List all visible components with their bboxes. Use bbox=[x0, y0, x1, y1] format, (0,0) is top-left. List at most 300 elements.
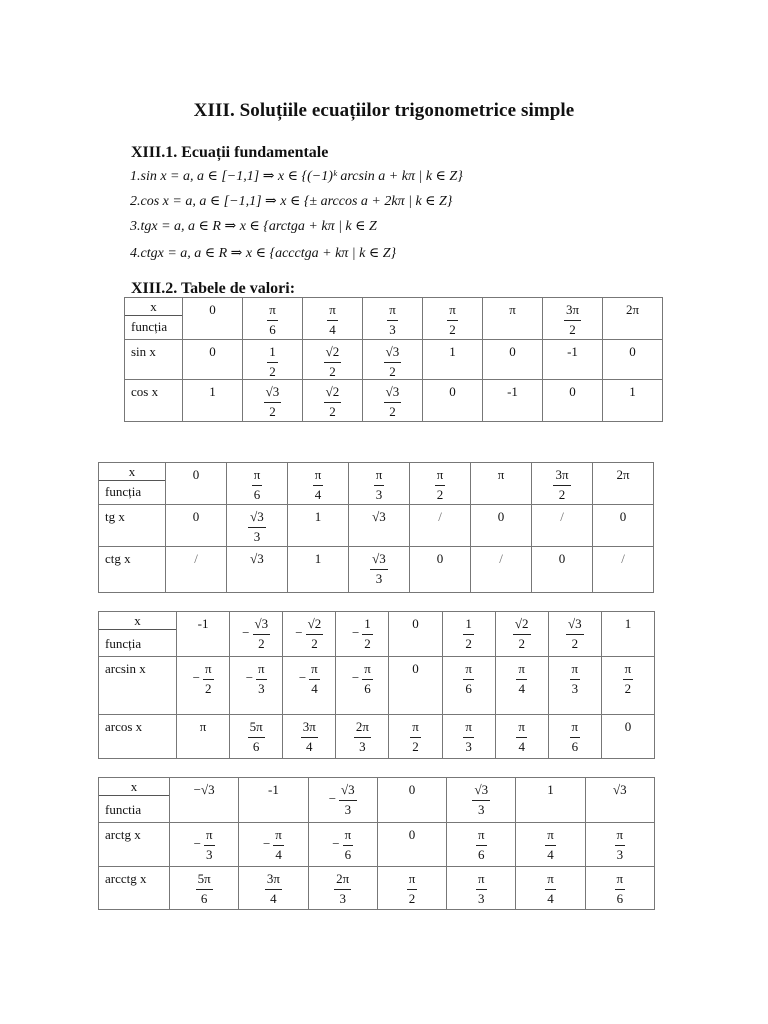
fraction bbox=[545, 828, 556, 861]
fraction bbox=[553, 468, 570, 501]
cell-value bbox=[378, 867, 446, 905]
row-label: sin x bbox=[131, 344, 156, 359]
cell-value bbox=[549, 715, 601, 753]
cell-text: 0 bbox=[408, 827, 416, 842]
cell-text: π bbox=[509, 302, 516, 317]
fraction bbox=[324, 385, 342, 418]
cell-value bbox=[288, 505, 348, 523]
table-cell bbox=[227, 505, 288, 547]
cell-value bbox=[177, 657, 229, 695]
cell-value bbox=[230, 612, 282, 650]
table-row bbox=[99, 867, 655, 910]
cell-value bbox=[239, 778, 307, 796]
fraction-denominator: 4 bbox=[329, 321, 336, 337]
fraction bbox=[267, 303, 278, 336]
fraction-denominator: 3 bbox=[571, 680, 579, 696]
cell-text: 0 bbox=[412, 616, 419, 631]
cell-text: 1 bbox=[209, 384, 216, 399]
table-cell bbox=[585, 823, 654, 867]
column-header-cell bbox=[243, 298, 303, 340]
table-cell bbox=[349, 505, 410, 547]
header-x-label: x bbox=[134, 613, 141, 628]
column-header-cell bbox=[183, 298, 243, 340]
cell-value bbox=[363, 340, 422, 378]
table-cell bbox=[239, 867, 308, 910]
fraction bbox=[463, 617, 474, 650]
cell-value bbox=[543, 340, 602, 358]
fraction bbox=[564, 303, 581, 336]
fraction-denominator: 6 bbox=[252, 738, 260, 754]
column-header-cell bbox=[363, 298, 423, 340]
table-cell bbox=[183, 340, 243, 380]
column-header-cell bbox=[377, 778, 446, 823]
fraction-denominator: 3 bbox=[465, 738, 472, 754]
cell-text: 0 bbox=[558, 551, 566, 566]
fraction-denominator: 4 bbox=[547, 846, 554, 862]
table-cell bbox=[585, 867, 654, 910]
fraction-bar bbox=[564, 320, 581, 321]
table-cell bbox=[227, 547, 288, 593]
fraction-numerator: π bbox=[258, 661, 265, 676]
fraction bbox=[410, 720, 421, 753]
fraction bbox=[301, 720, 318, 753]
fraction-numerator: √2 bbox=[307, 616, 322, 631]
fraction bbox=[248, 510, 266, 543]
table-header-row bbox=[125, 298, 663, 340]
cell-text: 2π bbox=[625, 302, 640, 317]
cell-value bbox=[227, 505, 287, 543]
row-label-cell bbox=[99, 867, 170, 910]
fraction bbox=[516, 720, 527, 753]
cell-value bbox=[389, 612, 441, 630]
fraction-numerator: 5π bbox=[197, 871, 211, 886]
fraction-bar bbox=[256, 679, 267, 680]
cell-value bbox=[177, 612, 229, 630]
table-cell bbox=[283, 715, 336, 759]
fraction bbox=[253, 617, 271, 650]
table-cell bbox=[442, 657, 495, 715]
fraction-bar bbox=[334, 889, 351, 890]
fraction-numerator: √3 bbox=[568, 616, 582, 631]
fraction-numerator: 1 bbox=[269, 344, 276, 359]
cell-text: 1 bbox=[547, 782, 554, 797]
table-cell bbox=[603, 380, 663, 422]
cell-value bbox=[532, 547, 592, 565]
cell-value bbox=[389, 657, 441, 675]
fraction-numerator: √2 bbox=[514, 616, 529, 631]
cell-text: 0 bbox=[619, 509, 627, 524]
cell-value bbox=[227, 463, 287, 501]
fraction bbox=[354, 720, 371, 753]
table-cell bbox=[483, 340, 543, 380]
fraction-denominator: 4 bbox=[270, 890, 277, 906]
fraction-bar bbox=[463, 679, 474, 680]
fraction bbox=[203, 662, 214, 695]
fraction-bar bbox=[267, 320, 278, 321]
table-cell bbox=[410, 547, 471, 593]
cell-value bbox=[243, 340, 302, 378]
fraction-numerator: π bbox=[518, 661, 525, 676]
fraction-bar bbox=[252, 485, 263, 486]
fraction bbox=[273, 828, 284, 861]
fraction-denominator: 2 bbox=[258, 635, 265, 651]
cell-value bbox=[410, 547, 470, 565]
minus-sign: − bbox=[332, 835, 340, 851]
cell-value bbox=[586, 867, 654, 905]
table-cell bbox=[389, 715, 442, 759]
row-label: arctg x bbox=[105, 827, 141, 842]
fraction-bar bbox=[476, 845, 487, 846]
cell-value bbox=[243, 380, 302, 418]
fraction bbox=[570, 662, 581, 695]
fraction-denominator: 3 bbox=[253, 528, 261, 544]
cell-value bbox=[603, 380, 662, 398]
minus-sign: − bbox=[262, 835, 271, 851]
table-row bbox=[99, 547, 654, 593]
table-cell bbox=[593, 505, 654, 547]
fraction-bar bbox=[384, 402, 402, 403]
fraction-numerator: √3 bbox=[385, 344, 400, 359]
table-cell bbox=[471, 505, 532, 547]
cell-value bbox=[166, 547, 226, 565]
column-header-cell bbox=[442, 612, 495, 657]
header-x-label: x bbox=[130, 779, 138, 794]
fraction-bar bbox=[407, 889, 418, 890]
equation-4: 4.ctgx = a, a ∈ R ⇒ x ∈ {accctga + kπ | k ∈ Z} bbox=[130, 246, 397, 261]
fraction-denominator: 2 bbox=[408, 890, 416, 906]
table-tg-ctg bbox=[98, 462, 654, 593]
fraction-denominator: 4 bbox=[306, 738, 313, 754]
fraction-denominator: 2 bbox=[311, 635, 318, 651]
cell-value bbox=[471, 547, 531, 565]
cell-value bbox=[183, 380, 242, 398]
fraction-bar bbox=[570, 679, 581, 680]
fraction bbox=[264, 385, 282, 418]
minus-sign: − bbox=[193, 835, 202, 851]
cell-value bbox=[593, 547, 653, 565]
table-cell bbox=[363, 340, 423, 380]
fraction-bar bbox=[273, 845, 284, 846]
fraction bbox=[476, 872, 487, 905]
fraction bbox=[267, 345, 278, 378]
fraction bbox=[476, 828, 487, 861]
fraction-numerator: π bbox=[329, 302, 336, 317]
fraction-numerator: 2π bbox=[355, 719, 369, 734]
cell-text: 1 bbox=[624, 616, 632, 631]
cell-value bbox=[303, 298, 362, 336]
fraction-denominator: 6 bbox=[616, 890, 624, 906]
fraction-bar bbox=[463, 737, 474, 738]
column-header-cell bbox=[166, 463, 227, 505]
table-cell bbox=[170, 823, 239, 867]
table-cell bbox=[543, 380, 603, 422]
fraction bbox=[615, 828, 626, 861]
cell-value bbox=[516, 778, 584, 796]
fraction bbox=[196, 872, 213, 905]
cell-value bbox=[410, 505, 470, 523]
table-cell bbox=[349, 547, 410, 593]
cell-value bbox=[336, 715, 388, 753]
cell-value bbox=[309, 867, 377, 905]
cell-text: 1 bbox=[629, 384, 636, 399]
fraction-bar bbox=[516, 737, 527, 738]
cell-value bbox=[336, 657, 388, 695]
cell-text: / bbox=[194, 551, 198, 566]
table-cell bbox=[601, 715, 654, 759]
table-cell bbox=[593, 547, 654, 593]
column-header-cell bbox=[308, 778, 377, 823]
fraction-numerator: π bbox=[275, 827, 282, 842]
cell-value bbox=[543, 298, 602, 336]
fraction-bar bbox=[615, 845, 626, 846]
fraction-numerator: π bbox=[616, 871, 624, 886]
table-cell bbox=[377, 823, 446, 867]
cell-value bbox=[447, 778, 515, 816]
column-header-cell bbox=[603, 298, 663, 340]
table-cell bbox=[442, 715, 495, 759]
cell-text: 0 bbox=[497, 509, 505, 524]
cell-value bbox=[349, 505, 409, 523]
equation-1: 1.sin x = a, a ∈ [−1,1] ⇒ x ∈ {(−1)ᵏ arcsin a + kπ | k ∈ Z} bbox=[130, 169, 463, 184]
column-header-cell bbox=[303, 298, 363, 340]
fraction-bar bbox=[265, 889, 282, 890]
table-cell bbox=[603, 340, 663, 380]
fraction-denominator: 4 bbox=[518, 738, 525, 754]
fraction-numerator: π bbox=[389, 302, 396, 317]
fraction-denominator: 6 bbox=[269, 321, 276, 337]
cell-text: 0 bbox=[192, 509, 200, 524]
fraction-numerator: π bbox=[624, 661, 632, 676]
table-cell bbox=[548, 657, 601, 715]
fraction-denominator: 6 bbox=[465, 680, 472, 696]
fraction-numerator: π bbox=[412, 719, 419, 734]
fraction-numerator: π bbox=[465, 719, 472, 734]
fraction-bar bbox=[545, 889, 556, 890]
header-corner-cell bbox=[99, 778, 170, 823]
fraction-numerator: 2π bbox=[336, 871, 350, 886]
table-cell bbox=[483, 380, 543, 422]
fraction-numerator: √3 bbox=[250, 509, 264, 524]
table-cell bbox=[243, 380, 303, 422]
table-cell bbox=[495, 657, 548, 715]
fraction bbox=[463, 720, 474, 753]
row-label: tg x bbox=[105, 509, 125, 524]
cell-text: / bbox=[499, 551, 503, 566]
section-heading-tables: XIII.2. Tabele de valori: bbox=[131, 280, 296, 297]
row-label-cell bbox=[125, 340, 183, 380]
fraction-bar bbox=[623, 679, 634, 680]
cell-value bbox=[363, 380, 422, 418]
fraction bbox=[313, 468, 324, 501]
cell-value bbox=[532, 505, 592, 523]
cell-text: −√3 bbox=[193, 782, 215, 797]
cell-value bbox=[378, 778, 446, 796]
column-header-cell bbox=[516, 778, 585, 823]
cell-text: 0 bbox=[629, 344, 636, 359]
fraction-bar bbox=[435, 485, 446, 486]
cell-value bbox=[471, 505, 531, 523]
row-label-cell bbox=[99, 657, 177, 715]
header-corner-cell bbox=[99, 463, 166, 505]
fraction bbox=[384, 345, 402, 378]
fraction bbox=[248, 720, 265, 753]
fraction-denominator: 2 bbox=[558, 486, 566, 502]
fraction-bar bbox=[267, 362, 278, 363]
fraction-numerator: √3 bbox=[372, 551, 386, 566]
cell-value bbox=[443, 612, 495, 650]
equation-3: 3.tgx = a, a ∈ R ⇒ x ∈ {arctga + kπ | k ∈ Z bbox=[130, 219, 377, 234]
fraction bbox=[435, 468, 446, 501]
fraction-denominator: 2 bbox=[329, 363, 336, 379]
fraction bbox=[407, 872, 418, 905]
header-function-label: funcția bbox=[131, 319, 168, 334]
column-header-cell bbox=[495, 612, 548, 657]
cell-value bbox=[239, 867, 307, 905]
minus-sign: − bbox=[328, 790, 337, 806]
fraction bbox=[472, 783, 490, 816]
fraction-numerator: √3 bbox=[265, 384, 280, 399]
minus-sign: − bbox=[192, 669, 200, 685]
fraction-bar bbox=[545, 845, 556, 846]
cell-text: / bbox=[560, 509, 564, 524]
fraction bbox=[265, 872, 282, 905]
column-header-cell bbox=[471, 463, 532, 505]
fraction-bar bbox=[472, 800, 490, 801]
table-cell bbox=[170, 867, 239, 910]
header-x-label: x bbox=[150, 299, 157, 314]
table-row bbox=[125, 380, 663, 422]
fraction bbox=[306, 617, 324, 650]
fraction-bar bbox=[362, 679, 373, 680]
table-cell bbox=[177, 657, 230, 715]
table-cell bbox=[166, 505, 227, 547]
table-cell bbox=[363, 380, 423, 422]
cell-value bbox=[309, 823, 377, 861]
minus-sign: − bbox=[245, 669, 254, 685]
minus-sign: − bbox=[351, 669, 360, 685]
fraction-numerator: π bbox=[408, 871, 416, 886]
table-cell bbox=[410, 505, 471, 547]
cell-value bbox=[496, 715, 548, 753]
header-divider bbox=[125, 315, 182, 316]
header-function-label: funcția bbox=[105, 636, 142, 651]
fraction-bar bbox=[566, 634, 584, 635]
table-cell bbox=[308, 823, 377, 867]
fraction-denominator: 3 bbox=[478, 890, 485, 906]
fraction-numerator: π bbox=[269, 302, 276, 317]
fraction bbox=[370, 552, 388, 585]
cell-value bbox=[183, 298, 242, 316]
cell-value bbox=[239, 823, 307, 861]
minus-sign: − bbox=[242, 624, 250, 640]
fraction-denominator: 2 bbox=[569, 321, 576, 337]
table-header-row bbox=[99, 612, 655, 657]
fraction bbox=[309, 662, 320, 695]
table-cell bbox=[423, 340, 483, 380]
cell-value bbox=[443, 657, 495, 695]
cell-value bbox=[423, 340, 482, 358]
fraction-denominator: 6 bbox=[344, 846, 352, 862]
cell-value bbox=[602, 715, 654, 733]
cell-value bbox=[243, 298, 302, 336]
table-cell bbox=[230, 657, 283, 715]
fraction-denominator: 2 bbox=[449, 321, 456, 337]
fraction-denominator: 3 bbox=[339, 890, 346, 906]
fraction bbox=[516, 662, 527, 695]
fraction bbox=[252, 468, 263, 501]
fraction-numerator: √3 bbox=[385, 384, 400, 399]
table-sin-cos bbox=[124, 297, 663, 422]
fraction-bar bbox=[196, 889, 213, 890]
cell-value bbox=[336, 612, 388, 650]
minus-sign: − bbox=[295, 624, 303, 640]
row-label-cell bbox=[99, 547, 166, 593]
fraction-denominator: 3 bbox=[375, 486, 383, 502]
cell-text: 0 bbox=[192, 467, 200, 482]
fraction-bar bbox=[203, 679, 214, 680]
fraction bbox=[362, 617, 373, 650]
fraction-denominator: 6 bbox=[478, 846, 485, 862]
column-header-cell bbox=[585, 778, 654, 823]
fraction bbox=[334, 872, 351, 905]
page-title: XIII. Soluțiile ecuațiilor trigonometrice simple bbox=[193, 100, 575, 121]
fraction-bar bbox=[370, 569, 388, 570]
fraction-denominator: 3 bbox=[389, 321, 396, 337]
fraction-denominator: 3 bbox=[258, 680, 265, 696]
cell-text: 0 bbox=[449, 384, 456, 399]
cell-value bbox=[603, 298, 662, 316]
fraction-denominator: 2 bbox=[329, 403, 336, 419]
column-header-cell bbox=[389, 612, 442, 657]
column-header-cell bbox=[410, 463, 471, 505]
fraction-denominator: 6 bbox=[571, 738, 579, 754]
fraction-bar bbox=[615, 889, 626, 890]
fraction bbox=[463, 662, 474, 695]
fraction bbox=[447, 303, 458, 336]
fraction-bar bbox=[204, 845, 215, 846]
cell-value bbox=[303, 340, 362, 378]
cell-value bbox=[586, 778, 654, 796]
cell-value bbox=[309, 778, 377, 816]
cell-value bbox=[349, 463, 409, 501]
cell-text: √3 bbox=[613, 782, 627, 797]
table-row bbox=[99, 505, 654, 547]
cell-value bbox=[516, 867, 584, 905]
table-cell bbox=[495, 715, 548, 759]
fraction-numerator: 1 bbox=[465, 616, 472, 631]
cell-value bbox=[410, 463, 470, 501]
fraction-bar bbox=[253, 634, 271, 635]
table-cell bbox=[166, 547, 227, 593]
row-label: arcsin x bbox=[105, 661, 146, 676]
fraction-denominator: 2 bbox=[571, 635, 579, 651]
fraction-numerator: √3 bbox=[254, 616, 269, 631]
fraction-bar bbox=[343, 845, 354, 846]
cell-value bbox=[283, 715, 335, 753]
fraction-denominator: 2 bbox=[436, 486, 444, 502]
fraction-denominator: 6 bbox=[253, 486, 261, 502]
fraction-bar bbox=[463, 634, 474, 635]
column-header-cell bbox=[230, 612, 283, 657]
cell-text: / bbox=[438, 509, 442, 524]
fraction-numerator: 3π bbox=[266, 871, 280, 886]
fraction-numerator: π bbox=[547, 827, 554, 842]
fraction-numerator: π bbox=[571, 661, 579, 676]
table-cell bbox=[230, 715, 283, 759]
cell-value bbox=[283, 657, 335, 695]
equation-2: 2.cos x = a, a ∈ [−1,1] ⇒ x ∈ {± arccos a + 2kπ | k ∈ Z} bbox=[130, 194, 453, 209]
section-heading-equations: XIII.1. Ecuații fundamentale bbox=[131, 144, 329, 161]
